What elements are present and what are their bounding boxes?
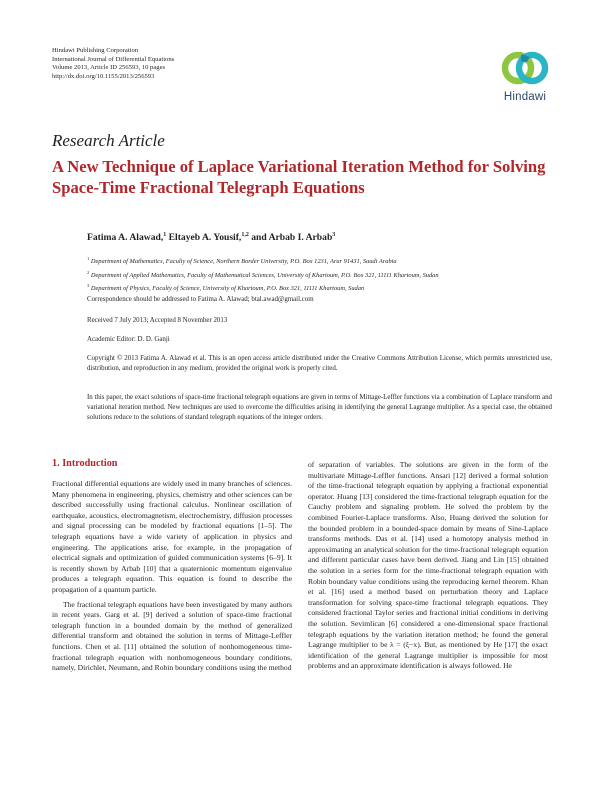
- author-name: Fatima A. Alawad,: [87, 232, 164, 244]
- affiliation-item: [87, 254, 439, 268]
- correspondence: Correspondence should be addressed to Fatima A. Alawad; btal.awad@gmail.com: [87, 296, 314, 303]
- affiliation-item: [87, 281, 439, 295]
- right-column: [308, 460, 548, 672]
- author-sup: 1: [163, 232, 167, 238]
- publisher: Hindawi Publishing Corporation: [52, 47, 139, 54]
- author-sup: 3: [332, 232, 336, 238]
- affiliation-sup: 3: [87, 283, 90, 289]
- copyright-notice: Copyright © 2013 Fatima A. Alawad et al. This is an open access article distributed under the Creative Commons Attribution License, which permits unrestricted use, distribution, and reproduction in any medium, provided the original work is properly cited.: [87, 355, 552, 373]
- affiliation-item: [87, 268, 439, 282]
- left-column: [52, 479, 292, 674]
- journal-info: [52, 47, 174, 81]
- affiliation-text: Department of Physics, Faculty of Science, University of Khartoum, P.O. Box 321, 11111 Khartoum, Sudan: [90, 285, 365, 293]
- author-name: and Arbab I. Arbab: [251, 232, 333, 244]
- affiliation-sup: 1: [87, 256, 90, 261]
- affiliation-sup: 2: [87, 269, 90, 275]
- article-type: Research Article: [52, 131, 165, 150]
- affiliation-text: Department of Mathematics, Faculty of Science, Northern Border University, P.O. Box 1231, Arar 91431, Saudi Arabia: [90, 258, 397, 266]
- doi-link[interactable]: http://dx.doi.org/10.1155/2013/256593: [52, 72, 155, 80]
- volume-info: Volume 2013, Article ID 256593, 10 pages: [52, 64, 166, 72]
- journal-name: International Journal of Differential Equations: [52, 55, 175, 63]
- received-dates: Received 7 July 2013; Accepted 8 November 2013: [87, 317, 228, 324]
- paragraph: The fractional telegraph equations have been investigated by many authors in recent years. Garg et al. [9] derived a solution of space-time fractional telegraph function in a bounded domain by the method of generalized differential transform and obtained the solution in terms of Mittage-Leffler functions. Chen et al. [11] obtained the solution of nonhomogeneous time-fractional telegraph equation with nonhomogeneous boundary conditions, namely, Dirichlet, Neumann, and Robin boundary conditions using the method: [52, 599, 292, 673]
- section-heading-introduction: 1. Introduction: [52, 458, 118, 469]
- paragraph: of separation of variables. The solutions are given in the form of the multivariate Mittage-Leffler functions. Ansari [12] derived a formal solution of the time-fractional telegraph equation by applying a fractional exponential operator. Huang [13] considered the time-fractional telegraph equation for the Cauchy problem and signaling problem. He solved the problem by the combined Fourier-Laplace transforms. Also, Huang derived the solution for the bounded problem in a bounded-space domain by means of Sine-Laplace transforms methods. Das et al. [14] used a homotopy analysis method in approximating an analytical solution for the time-fractional telegraph equation and different particular cases have been derived. Jiang and Lin [15] obtained the solution in a series form for the time-fractional telegraph equation with Robin boundary value conditions using the reproducing kernel theorem. Khan et al. [16] used a method based on perturbation theory and Laplace transformation for solving space-time fractional telegraph equations. They considered fractional Taylor series and fractional initial conditions in deriving the solution. Sevimlican [6] considered a one-dimensional space fractional telegraph equations by the variation iteration method; he found the general Lagrange multiplier to be λ = (ξ−x). But, as mentioned by He [17] the exact identification of the general Lagrange multiplier is impossible for most problems and an approximate identification is always followed. He: [308, 460, 548, 671]
- author-sup: 1,2: [241, 232, 249, 238]
- affiliations: [87, 254, 439, 295]
- abstract: In this paper, the exact solutions of space-time fractional telegraph equations are given in terms of Mittage-Leffler functions via a combination of Laplace transform and variational iteration method. New techniques are used to overcome the difficulties arising in identifying the general Lagrange multiplier. As a special case, the obtained solutions reduce to the solutions of standard telegraph equations of the integer orders.: [87, 394, 552, 422]
- affiliation-text: Department of Applied Mathematics, Faculty of Mathematical Sciences, University of Khartoum, P.O. Box 321, 11111 Khartoum, Sudan: [90, 271, 439, 279]
- author-name: Eltayeb A. Yousif,: [168, 232, 242, 244]
- paragraph: Fractional differential equations are widely used in many branches of sciences. Many phenomena in engineering, physics, chemistry and other sciences can be described successfully using fractional calculus. Nonlinear oscillation of earthquake, acoustics, electromagnetism, electrochemistry, diffusion processes and signal processing can be modeled by fractional equations [1–5]. The telegraph equations have a wide variety of application in physics and engineering. The applications arise, for example, in the propagation of electrical signals and optimization of guided communication systems [6–9]. It is recently shown by Arbab [10] that a quaternionic momentum eigenvalue produces a telegraph equation. This equation is found to describe the propagation of a quantum particle.: [52, 479, 292, 594]
- article-title: A New Technique of Laplace Variational Iteration Method for Solving Space-Time Fractional Telegraph Equations: [52, 157, 546, 197]
- authors: [87, 232, 335, 243]
- logo-text: Hindawi: [503, 91, 547, 103]
- academic-editor: Academic Editor: D. D. Ganji: [87, 336, 170, 343]
